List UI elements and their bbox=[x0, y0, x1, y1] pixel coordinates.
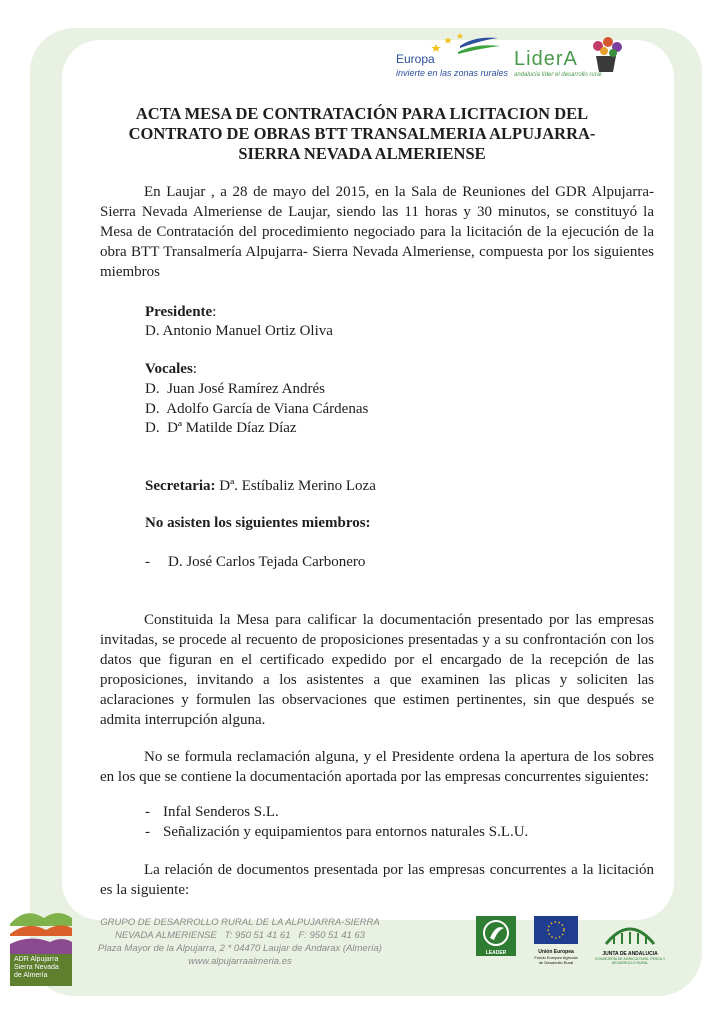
president-heading bbox=[145, 302, 216, 322]
vocal-item: D. Juan José Ramírez Andrés bbox=[145, 381, 325, 397]
paragraph-documents: La relación de documentos presentada por las empresas concurrentes a la licitación es la siguiente: bbox=[100, 862, 654, 898]
europa-rural-logo bbox=[396, 30, 509, 86]
vocal-item: D. Dª Matilde Díaz Díaz bbox=[145, 420, 297, 436]
eu-feader-badge bbox=[534, 916, 578, 965]
absent-member: D. José Carlos Tejada Carbonero bbox=[168, 554, 366, 570]
intro-paragraph: En Laujar , a 28 de mayo del 2015, en la Sala de Reuniones del GDR Alpujarra-Sierra Nevada Almeriense de Laujar, siendo las 11 horas y 30 minutos, se constituyó la Mesa de Contratación del procedimiento negociado para la licitación de la ejecución de la obra BTT Transalmería Alpujarra- Sierra Nevada Almeriense, compuesta por los siguientes miembros bbox=[100, 184, 654, 280]
adr-alpujarra-logo bbox=[10, 904, 72, 986]
secretaria-colon: : bbox=[210, 478, 220, 494]
leaf-icon bbox=[476, 916, 516, 950]
junta-badge-title: JUNTA DE ANDALUCIA bbox=[602, 951, 658, 957]
eu-logo-tagline: invierte en las zonas rurales bbox=[396, 68, 509, 78]
president-colon: : bbox=[212, 304, 217, 320]
vocal-item: D. Adolfo García de Viana Cárdenas bbox=[145, 401, 369, 417]
bullet-dash: - bbox=[145, 824, 150, 840]
footer-contact-line: NEVADA ALMERIENSE T: 950 51 41 61 F: 950 51 41 63 bbox=[115, 930, 365, 941]
leader-badge-text: LEADER bbox=[485, 950, 507, 956]
company-item: Infal Senderos S.L. bbox=[163, 804, 279, 820]
bullet-dash: - bbox=[145, 554, 150, 570]
funding-badges bbox=[476, 916, 668, 965]
vocales-heading bbox=[145, 359, 197, 379]
eu-logo-text: Europa bbox=[396, 52, 435, 66]
president-label: Presidente bbox=[145, 304, 213, 320]
secretaria-name: Dª. Estíbaliz Merino Loza bbox=[219, 478, 376, 494]
document-title: ACTA MESA DE CONTRATACIÓN PARA LICITACION DEL CONTRATO DE OBRAS BTT TRANSALMERIA ALPUJARRA-SIERRA NEVADA ALMERIENSE bbox=[128, 104, 596, 163]
junta-arch-icon bbox=[592, 916, 668, 946]
vocales-label: Vocales bbox=[145, 361, 193, 377]
paragraph-opening: No se formula reclamación alguna, y el Presidente ordena la apertura de los sobres en los que se contiene la documentación aportada por las empresas concurrentes siguientes: bbox=[100, 749, 654, 785]
adr-logo-line: Sierra Nevada bbox=[14, 964, 59, 971]
junta-badge-subtitle: CONSEJERÍA DE AGRICULTURA, PESCA Y DESARROLLO RURAL bbox=[594, 957, 666, 965]
footer-address: Plaza Mayor de la Alpujarra, 2 * 04470 Laujar de Andarax (Almería) bbox=[98, 943, 382, 954]
lider-logo-text: LiderA bbox=[514, 48, 578, 70]
flower-pot-icon bbox=[584, 34, 630, 74]
bullet-dash: - bbox=[145, 804, 150, 820]
mountains-icon bbox=[10, 904, 72, 956]
secretaria-label: Secretaria bbox=[145, 478, 211, 494]
secretaria-line bbox=[145, 476, 376, 496]
vocales-colon: : bbox=[192, 361, 197, 377]
eu-badge-title: Unión Europea bbox=[538, 949, 574, 955]
company-item: Señalización y equipamientos para entornos naturales S.L.U. bbox=[163, 824, 529, 840]
footer-org-name: GRUPO DE DESARROLLO RURAL DE LA ALPUJARRA-SIERRA bbox=[100, 917, 380, 928]
footer-website: www.alpujarraalmeria.es bbox=[188, 956, 292, 967]
eu-flag-icon bbox=[534, 916, 578, 944]
absent-heading: No asisten los siguientes miembros: bbox=[145, 515, 371, 531]
header-logos bbox=[396, 30, 636, 86]
adr-logo-line: de Almería bbox=[14, 972, 48, 979]
junta-andalucia-badge bbox=[592, 916, 668, 965]
president-name: D. Antonio Manuel Ortiz Oliva bbox=[145, 323, 333, 339]
eu-badge-subtitle: Fondo Europeo Agrícola de Desarrollo Rural bbox=[534, 955, 578, 965]
leader-badge bbox=[476, 916, 516, 956]
adr-logo-line: ADR Alpujarra bbox=[14, 956, 59, 963]
paragraph-constitution: Constituida la Mesa para calificar la documentación presentado por las empresas invitadas, se procede al recuento de proposiciones presentadas y a su confrontación con los datos que figuran en el certificado expedido por el encargado de la recepción de las proposiciones, invitando a los asistentes a que examinen las plicas y soliciten las aclaraciones y formulen las observaciones que estimen pertinentes, sin que después se admita interrupción alguna. bbox=[100, 612, 654, 728]
lider-logo-tagline: andalucía líder el desarrollo rural bbox=[514, 72, 602, 78]
footer-contact-block bbox=[90, 916, 390, 968]
lider-a-logo bbox=[514, 34, 634, 86]
